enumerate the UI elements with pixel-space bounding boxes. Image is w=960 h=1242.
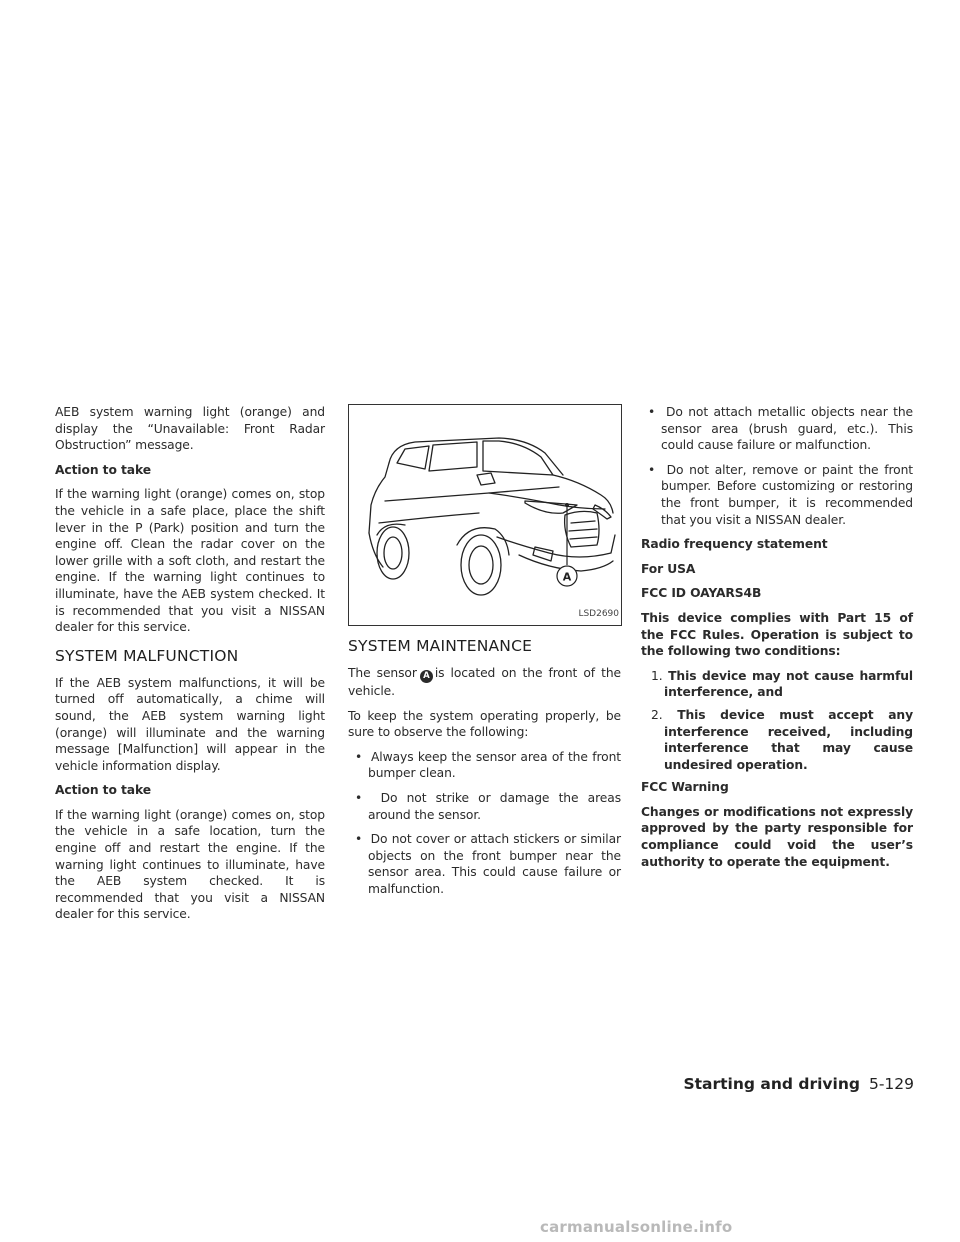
section-name: Starting and driving bbox=[683, 1075, 860, 1093]
fcc-id: FCC ID OAYARS4B bbox=[641, 586, 762, 601]
action-text-2: If the warning light (orange) comes on, stop the vehicle in a safe location, turn the engine off and restart the engine. If the warning light continues to illuminate, have the AEB system checked. It is recommended that you visit a NISSAN dealer for this service. bbox=[55, 807, 325, 922]
sensor-marker-a: A bbox=[420, 670, 433, 683]
bullet-item: • Always keep the sensor area of the front bumper clean. bbox=[355, 749, 621, 781]
system-malfunction-heading: SYSTEM MALFUNCTION bbox=[55, 646, 239, 665]
condition-item: 2. This device must accept any interference received, including interference that may cause undesired operation. bbox=[651, 707, 913, 772]
column-middle bbox=[348, 404, 621, 906]
sensor-text-post: is located on the front of the vehicle. bbox=[348, 666, 621, 698]
column-right bbox=[641, 404, 913, 878]
figure-code: LSD2690 bbox=[578, 609, 619, 620]
bullet-item: • Do not alter, remove or paint the front bumper. Before customizing or restoring the front bumper, it is recommended that you visit a NISSAN dealer. bbox=[648, 462, 913, 527]
fcc-changes-text: Changes or modifications not expressly approved by the party responsible for compliance could void the user’s authority to operate the equipment. bbox=[641, 804, 913, 869]
bullet-item: • Do not strike or damage the areas around the sensor. bbox=[355, 790, 622, 822]
action-heading-2: Action to take bbox=[55, 783, 151, 798]
bullet-item: • Do not cover or attach stickers or similar objects on the front bumper near the sensor area. This could cause failure or malfunction. bbox=[355, 832, 621, 896]
callout-label: A bbox=[562, 570, 572, 584]
watermark-text: carmanualsonline.info bbox=[540, 1218, 733, 1236]
system-maintenance-heading: SYSTEM MAINTENANCE bbox=[348, 637, 533, 655]
keep-operating-text: To keep the system operating properly, be sure to observe the following: bbox=[348, 708, 621, 740]
intro-text: AEB system warning light (orange) and display the “Unavailable: Front Radar Obstruction” message. bbox=[55, 405, 325, 453]
sensor-text-pre: The sensor bbox=[348, 666, 417, 680]
action-text-1: If the warning light (orange) comes on, stop the vehicle in a safe place, place the shift lever in the P (Park) position and turn the engine off. Clean the radar cover on the lower grille with a soft cloth, and restart the engine. If the warning light continues to illuminate, have the AEB system checked. It is recommended that you visit a NISSAN dealer for this service. bbox=[55, 487, 325, 635]
column-left bbox=[55, 404, 325, 931]
fcc-warning-heading: FCC Warning bbox=[641, 780, 729, 795]
malfunction-text: If the AEB system malfunctions, it will be turned off automatically, a chime will sound, the AEB system warning light (orange) will illuminate and the warning message [Malfunction] will appear in the vehicle information display. bbox=[55, 675, 325, 773]
page-number: 5-129 bbox=[868, 1075, 914, 1093]
bullet-item: • Do not attach metallic objects near the sensor area (brush guard, etc.). This could cause failure or malfunction. bbox=[648, 405, 914, 453]
for-usa-heading: For USA bbox=[641, 561, 696, 576]
vehicle-sensor-figure bbox=[348, 404, 622, 626]
sensor-location-text bbox=[348, 665, 621, 700]
vehicle-illustration bbox=[349, 405, 621, 625]
fcc-compliance-text: This device complies with Part 15 of the FCC Rules. Operation is subject to the following two conditions: bbox=[641, 610, 913, 659]
radio-frequency-heading: Radio frequency statement bbox=[641, 537, 828, 552]
action-heading-1: Action to take bbox=[55, 462, 151, 477]
condition-item: 1. This device may not cause harmful interference, and bbox=[651, 668, 913, 700]
page-footer bbox=[683, 1075, 914, 1093]
